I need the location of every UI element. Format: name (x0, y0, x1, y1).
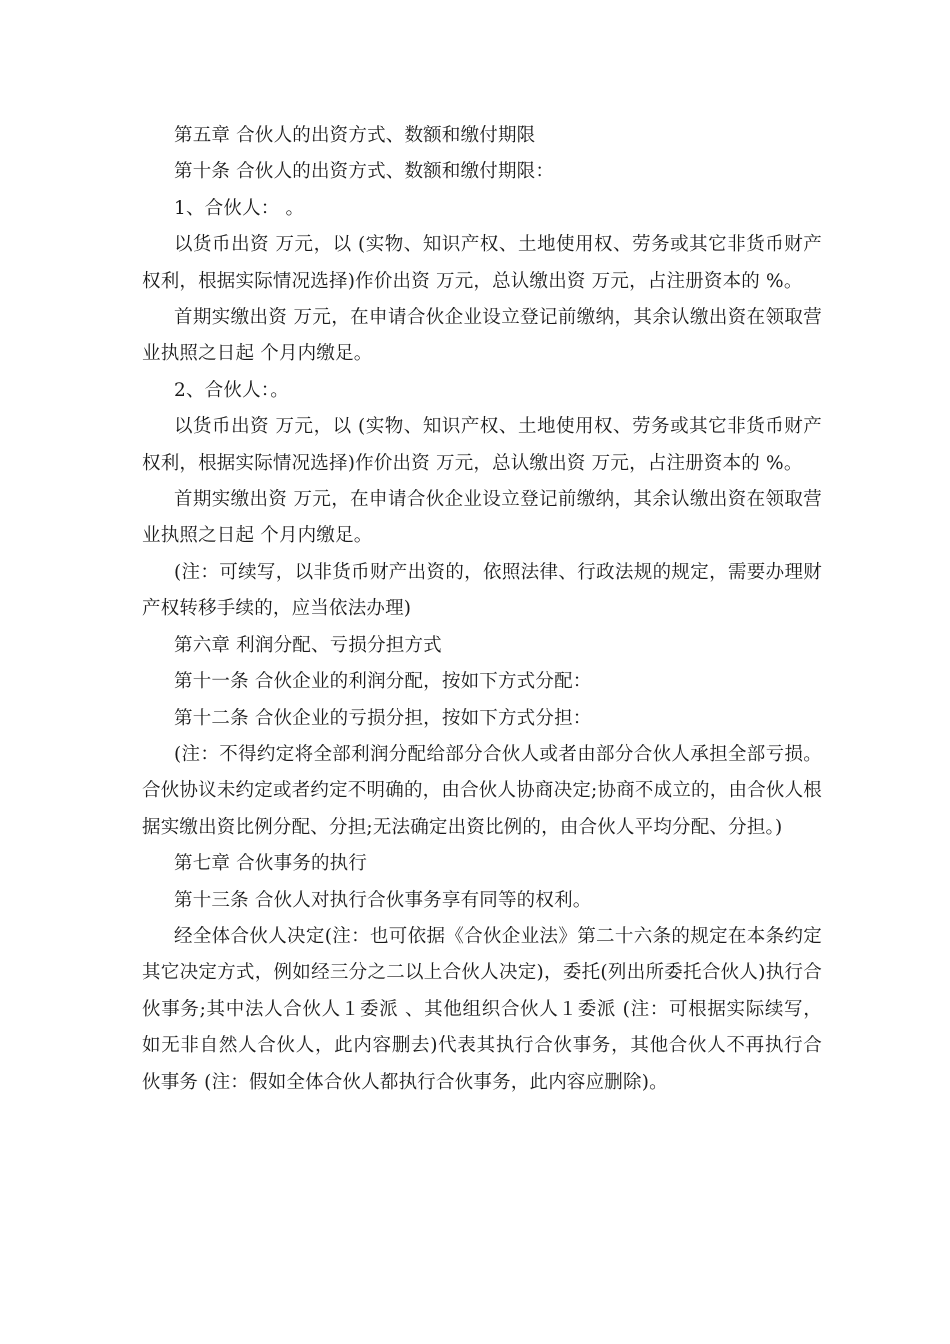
chapter-5-heading: 第五章 合伙人的出资方式、数额和缴付期限 (174, 125, 536, 146)
partner-1-line: 1、合伙人： 。 (174, 197, 305, 219)
article-10-heading: 第十条 合伙人的出资方式、数额和缴付期限： (174, 161, 555, 183)
partner-2-payment: 首期实缴出资 万元，在申请合伙企业设立登记前缴纳，其余认缴出资在领取营业执照之日起 个月内缴足。 (142, 489, 822, 547)
chapter-6-heading: 第六章 利润分配、亏损分担方式 (174, 634, 442, 656)
partner-1-payment: 首期实缴出资 万元，在申请合伙企业设立登记前缴纳，其余认缴出资在领取营业执照之日起 个月内缴足。 (142, 307, 822, 365)
article-12: 第十二条 合伙企业的亏损分担，按如下方式分担： (174, 707, 592, 729)
document-body (142, 118, 822, 1101)
article-13: 第十三条 合伙人对执行合伙事务享有同等的权利。 (174, 889, 592, 911)
article-11: 第十一条 合伙企业的利润分配，按如下方式分配： (174, 671, 592, 693)
partner-1-contribution: 以货币出资 万元，以 (实物、知识产权、土地使用权、劳务或其它非货币财产权利，根据实际情况选择)作价出资 万元，总认缴出资 万元，占注册资本的 %。 (142, 234, 822, 292)
chapter-7-heading: 第七章 合伙事务的执行 (174, 853, 368, 875)
note-profit-loss: (注：不得约定将全部利润分配给部分合伙人或者由部分合伙人承担全部亏损。合伙协议未约定或者约定不明确的，由合伙人协商决定;协商不成立的，由合伙人根据实缴出资比例分配、分担;无法确定出资比例的，由合伙人平均分配、分担。) (142, 743, 822, 838)
execution-delegation: 经全体合伙人决定(注：也可依据《合伙企业法》第二十六条的规定在本条约定其它决定方式，例如经三分之二以上合伙人决定)，委托(列出所委托合伙人)执行合伙事务;其中法人合伙人１委派 、其他组织合伙人１委派 (注：可根据实际续写，如无非自然人合伙人，此内容删去)代表其执行合伙事务，其他合伙人不再执行合伙事务 (注：假如全体合伙人都执行合伙事务，此内容应删除)。 (142, 925, 822, 1093)
partner-2-contribution: 以货币出资 万元，以 (实物、知识产权、土地使用权、劳务或其它非货币财产权利，根据实际情况选择)作价出资 万元，总认缴出资 万元，占注册资本的 %。 (142, 416, 822, 474)
partner-2-line: 2、合伙人：。 (174, 379, 289, 401)
note-non-monetary: (注：可续写，以非货币财产出资的，依照法律、行政法规的规定，需要办理财产权转移手续的，应当依法办理) (142, 561, 822, 620)
